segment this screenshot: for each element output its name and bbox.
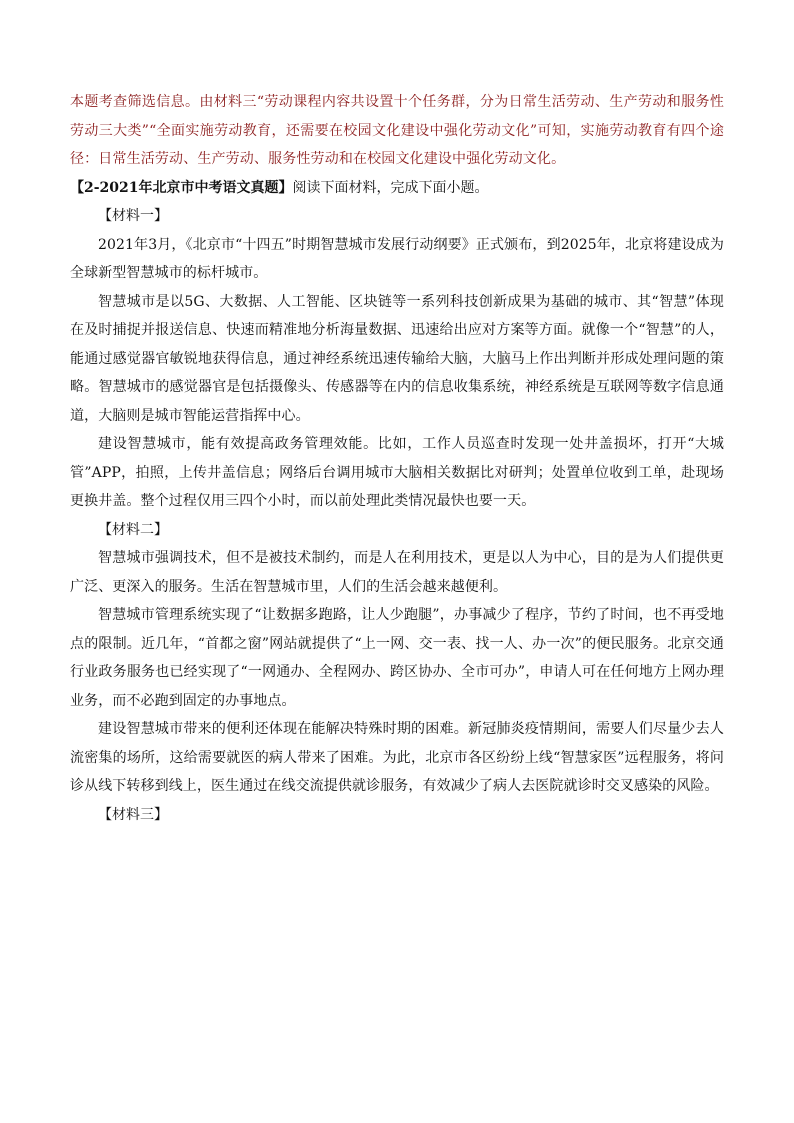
material-one-title: 【材料一】 bbox=[98, 208, 168, 224]
material-one-paragraph: 智慧城市是以5G、大数据、人工智能、区块链等一系列科技创新成果为基础的城市、其“智慧”体现在及时捕捉并报送信息、快速而精准地分析海量数据、迅速给出应对方案等方面。就像一个“智慧”的人，能通过感觉器官敏锐地获得信息，通过神经系统迅速传输给大脑，大脑马上作出判断并形成处理问题的策略。智慧城市的感觉器官是包括摄像头、传感器等在内的信息收集系统，神经系统是互联网等数字信息通道，大脑则是城市智能运营指挥中心。 bbox=[70, 293, 724, 424]
material-one-paragraph: 建设智慧城市，能有效提高政务管理效能。比如，工作人员巡查时发现一处井盖损坏，打开“大城管”APP，拍照，上传井盖信息；网络后台调用城市大脑相关数据比对研判；处置单位收到工单，赴现场更换井盖。整个过程仅用三四个小时，而以前处理此类情况最快也要一天。 bbox=[70, 436, 724, 509]
question-title: 【2-2021年北京市中考语文真题】 bbox=[70, 179, 293, 196]
answer-explanation: 本题考查筛选信息。由材料三“劳动课程内容共设置十个任务群，分为日常生活劳动、生产劳动和服务性劳动三大类”“全面实施劳动教育，还需要在校园文化建设中强化劳动文化”可知，实施劳动教育有四个途径：日常生活劳动、生产劳动、服务性劳动和在校园文化建设中强化劳动文化。 bbox=[70, 94, 724, 167]
material-one-paragraph: 2021年3月，《北京市“十四五”时期智慧城市发展行动纲要》正式颁布，到2025年，北京将建设成为全球新型智慧城市的标杆城市。 bbox=[70, 236, 724, 281]
document-content bbox=[70, 88, 724, 829]
question-header bbox=[70, 174, 724, 203]
material-two-paragraph: 智慧城市强调技术，但不是被技术制约，而是人在利用技术，更是以人为中心，目的是为人们提供更广泛、更深入的服务。生活在智慧城市里，人们的生活会越来越便利。 bbox=[70, 550, 724, 595]
material-three-title: 【材料三】 bbox=[98, 806, 168, 823]
material-two-paragraph: 智慧城市管理系统实现了“让数据多跑路，让人少跑腿”，办事减少了程序，节约了时间，也不再受地点的限制。近几年，“首都之窗”网站就提供了“上一网、交一表、找一人、办一次”的便民服务。北京交通行业政务服务也已经实现了“一网通办、全程网办、跨区协办、全市可办”，申请人可在任何地方上网办理业务，而不必跑到固定的办事地点。 bbox=[70, 607, 724, 709]
material-two-title: 【材料二】 bbox=[98, 521, 168, 538]
question-instruction: 阅读下面材料，完成下面小题。 bbox=[292, 179, 489, 196]
material-two-paragraph: 建设智慧城市带来的便利还体现在能解决特殊时期的困难。新冠肺炎疫情期间，需要人们尽量少去人流密集的场所，这给需要就医的病人带来了困难。为此，北京市各区纷纷上线“智慧家医”远程服务，将问诊从线下转移到线上，医生通过在线交流提供就诊服务，有效减少了病人去医院就诊时交叉感染的风险。 bbox=[70, 721, 724, 794]
